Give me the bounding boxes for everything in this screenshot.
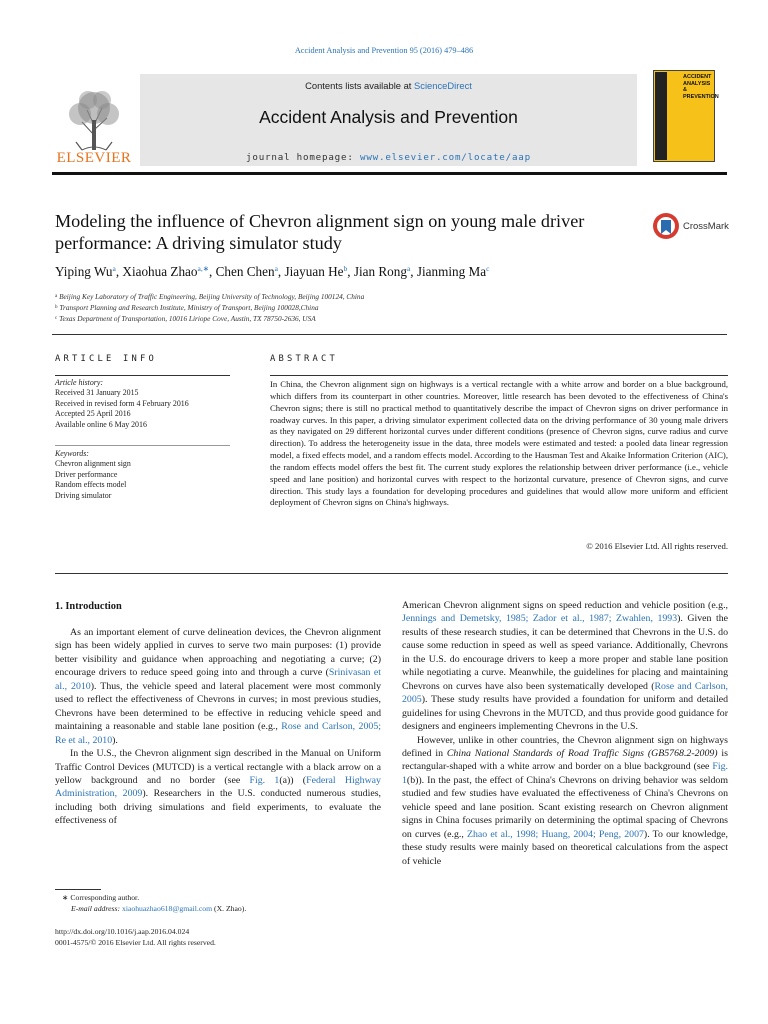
sciencedirect-link[interactable]: ScienceDirect bbox=[414, 80, 472, 91]
abstract-divider bbox=[270, 375, 728, 376]
author-name[interactable]: Jianming Ma bbox=[416, 264, 487, 279]
author-affiliation-marker[interactable]: a,∗ bbox=[197, 264, 209, 273]
contents-line bbox=[140, 80, 637, 91]
journal-cover-title bbox=[683, 74, 717, 100]
paragraph bbox=[55, 626, 381, 747]
contents-prefix: Contents lists available at bbox=[305, 80, 415, 91]
article-info-heading: ARTICLE INFO bbox=[55, 354, 157, 364]
history-item: Available online 6 May 2016 bbox=[55, 419, 147, 429]
text: ). bbox=[112, 734, 118, 746]
affiliation bbox=[55, 292, 364, 301]
info-divider bbox=[55, 445, 230, 446]
keyword: Random effects model bbox=[55, 480, 127, 490]
section-heading-introduction: 1. Introduction bbox=[55, 601, 122, 612]
email-footnote bbox=[71, 903, 401, 914]
affiliation-marker: b bbox=[55, 305, 58, 310]
crossmark-badge[interactable] bbox=[652, 212, 732, 242]
citation-link[interactable]: Rose and Carlson, 2005; Re et al., 2010 bbox=[55, 721, 381, 746]
author-affiliation-marker[interactable]: a bbox=[112, 264, 116, 273]
keywords-label: Keywords: bbox=[55, 449, 89, 458]
homepage-link[interactable]: www.elsevier.com/locate/aap bbox=[360, 152, 531, 163]
affiliation bbox=[55, 314, 316, 323]
email-suffix: (X. Zhao). bbox=[212, 904, 247, 913]
standard-name: China National Standards of Road Traffic Signs (GB5768.2-2009) bbox=[446, 747, 718, 759]
text: In the U.S., the Chevron alignment sign described in the Manual on Uniform Traffic Control Devices (MUTCD) is a vertical rectangle with a black arrow on a yellow background and no border (see bbox=[55, 748, 381, 786]
footnote-divider bbox=[55, 889, 101, 890]
text: (a)) ( bbox=[279, 774, 307, 786]
keyword: Chevron alignment sign bbox=[55, 459, 131, 469]
copyright-notice: © 2016 Elsevier Ltd. All rights reserved. bbox=[586, 541, 728, 551]
abstract-heading: ABSTRACT bbox=[270, 354, 338, 364]
journal-cover-spine bbox=[655, 72, 667, 160]
text: American Chevron alignment signs on speed reduction and vehicle position (e.g., bbox=[402, 600, 728, 611]
header-divider bbox=[52, 172, 727, 175]
figure-link[interactable]: Fig. 1 bbox=[402, 761, 728, 786]
homepage-prefix: journal homepage: bbox=[246, 152, 360, 163]
paragraph bbox=[402, 599, 728, 734]
affiliation-marker: a bbox=[55, 294, 58, 299]
affiliation-divider bbox=[52, 334, 727, 335]
text: (b)). In the past, the effect of China's Chevrons on driving behavior was seldom studied and few studies have evaluated the effectiveness of China's Chevrons on vehicle speed and lane position. Scant existing research on Chevron alignment signs in China focuses primarily on determining the optimal spacing of Chevrons on curves (e.g., bbox=[402, 774, 728, 840]
history-item: Accepted 25 April 2016 bbox=[55, 409, 131, 419]
citation-link[interactable]: Srinivasan et al., 2010 bbox=[55, 667, 381, 692]
body-column-right bbox=[402, 599, 728, 868]
author-affiliation-marker[interactable]: a bbox=[406, 264, 411, 273]
publisher-name: ELSEVIER bbox=[56, 150, 132, 166]
author-name[interactable]: Jian Rong bbox=[353, 264, 407, 279]
text: is rectangular-shaped with a white arrow and border on a blue background (see bbox=[402, 747, 728, 773]
author-list: Yiping Wu$^a$, Xiaohua Zhao$^{a,∗}$, Chen Chen$^a$, Jiayuan He$^b$, Jian Rong$^a$, Jianming Ma$^c$ bbox=[55, 264, 490, 279]
email-link[interactable]: xiaohuazhao618@gmail.com bbox=[121, 904, 213, 913]
email-label: E-mail address: bbox=[71, 904, 122, 913]
author-name[interactable]: Jiayuan He bbox=[284, 264, 344, 279]
author-name[interactable]: Chen Chen bbox=[215, 264, 275, 279]
keyword: Driving simulator bbox=[55, 490, 112, 500]
paragraph bbox=[55, 747, 381, 828]
cover-line: ANALYSIS bbox=[683, 80, 711, 87]
text: ). Thus, the vehicle speed and lateral placement were most commonly used to reflect the effectiveness of Chevrons in curves; in most previous studies, Chevrons have been determined to be effective in reducing vehicle speed and maintaining a reasonable and stable lane position (e.g., bbox=[55, 680, 381, 733]
affiliation-marker: c bbox=[55, 316, 58, 321]
figure-link[interactable]: Fig. 1 bbox=[249, 774, 280, 786]
author-name[interactable]: Xiaohua Zhao bbox=[122, 264, 198, 279]
history-item: Received 31 January 2015 bbox=[55, 388, 139, 398]
author-affiliation-marker[interactable]: c bbox=[486, 264, 490, 273]
body-column-left bbox=[55, 626, 381, 828]
text: ). Researchers in the U.S. conducted numerous studies, including both driving simulations and field experiments, to evaluate the effectiveness of bbox=[55, 788, 381, 827]
abstract-bottom-divider bbox=[55, 573, 728, 574]
crossmark-icon bbox=[652, 212, 680, 240]
doi-link[interactable]: http://dx.doi.org/10.1016/j.aap.2016.04.024 bbox=[55, 927, 190, 936]
corresponding-author-note: ∗ Corresponding author. bbox=[62, 893, 140, 902]
citation-link[interactable]: Jennings and Demetsky, 1985; Zador et al., 1987; Zwahlen, 1993 bbox=[402, 613, 678, 625]
issn-copyright: 0001-4575/© 2016 Elsevier Ltd. All rights reserved. bbox=[55, 938, 216, 947]
citation-link[interactable]: Federal Highway Administration, 2009 bbox=[55, 774, 381, 800]
keyword: Driver performance bbox=[55, 469, 118, 479]
author-affiliation-marker[interactable]: a bbox=[274, 264, 278, 273]
history-item: Received in revised form 4 February 2016 bbox=[55, 398, 189, 408]
affiliation-text: Texas Department of Transportation, 10016 Liriope Cove, Austin, TX 78750-2636, USA bbox=[59, 314, 316, 323]
crossmark-label: CrossMark bbox=[683, 221, 729, 232]
cover-line: ACCIDENT bbox=[683, 74, 712, 80]
paragraph bbox=[402, 734, 728, 869]
journal-title: Accident Analysis and Prevention bbox=[259, 107, 518, 127]
article-history-label: Article history: bbox=[55, 378, 103, 387]
journal-reference-link[interactable]: Accident Analysis and Prevention 95 (2016) 479–486 bbox=[294, 46, 474, 55]
article-history bbox=[55, 378, 230, 430]
keywords bbox=[55, 449, 230, 501]
journal-homepage-line bbox=[140, 152, 637, 163]
text: As an important element of curve delineation devices, the Chevron alignment sign has been widely applied in curves to serve two main purposes: (1) provide better visibility and guidance when approaching and negotiating a curve; (2) encourage drivers to reduce speed going into and through a curve ( bbox=[55, 627, 381, 679]
text: However, unlike in other countries, the Chevron alignment sign on highways defined in bbox=[402, 734, 728, 759]
author-name[interactable]: Yiping Wu bbox=[55, 264, 113, 279]
affiliation-text: Transport Planning and Research Institute, Ministry of Transport, Beijing 100028,China bbox=[59, 303, 319, 312]
citation-link[interactable]: Rose and Carlson, 2005 bbox=[402, 680, 728, 706]
text: ). To our knowledge, these study results were mainly based on theoretical calculations from the aspect of vehicle bbox=[402, 828, 729, 867]
text: ). These study results have provided a foundation for uniform and detailed guidelines for using Chevrons in the MUTCD, and thus provide good guidance for designers and engineers implementing Chevrons in the U.S. bbox=[402, 694, 728, 733]
cover-line: & bbox=[683, 87, 687, 93]
author-affiliation-marker[interactable]: b bbox=[343, 264, 348, 273]
affiliation-text: Beijing Key Laboratory of Traffic Engineering, Beijing University of Technology, Beijing 100124, China bbox=[59, 292, 365, 301]
abstract-text: In China, the Chevron alignment sign on highways is a vertical rectangle with a white arrow and border on a blue background, which differs from its counterpart in other countries. Moreover, little research has been devoted to the effectiveness of China's Chevron signs; there is still no practical method to quantitatively describe the impact of Chevron signs on driver performance in roadway curves. In this paper, a driving simulator experiment collected data on the driving performance of 30 young male drivers as they navigated on 29 different horizontal curves under different conditions (presence of Chevron signs, curve radius and curve direction). To address the heterogeneity issue in the data, three models were estimated and tested: a pooled data linear regression model, a fixed effects model, and a random effects model. According to the Hausman Test and Akaike Information Criterion (AIC), the random effects model offers the best fit. The current study explores the relationship between driver performance (i.e., vehicle speed and lane position) and horizontal curves with respect to the horizontal curvature, presence of Chevron signs, and curve direction. This study lays a foundation for developing procedures and guidelines that would allow more uniform and efficient deployment of Chevron signs on China's highways. bbox=[270, 379, 728, 508]
article-title: Modeling the influence of Chevron alignment sign on young male driver performance: A driving simulator study bbox=[55, 211, 585, 253]
affiliation bbox=[55, 303, 319, 312]
text: ). Given the results of these research studies, it can be determined that Chevrons in the U.S. do cause some reduction in speed as well as speed variance. Additionally, Chevrons in the U.S. do encourage drivers to keep a more proper and stable lane position while negotiating a curve. Meanwhile, the guidelines for placing and maintaining Chevrons on curves have also been systematically developed ( bbox=[402, 613, 728, 692]
article-info-divider bbox=[55, 375, 230, 376]
cover-line: PREVENTION bbox=[683, 93, 719, 100]
citation-link[interactable]: Zhao et al., 1998; Huang, 2004; Peng, 2007 bbox=[467, 828, 644, 840]
